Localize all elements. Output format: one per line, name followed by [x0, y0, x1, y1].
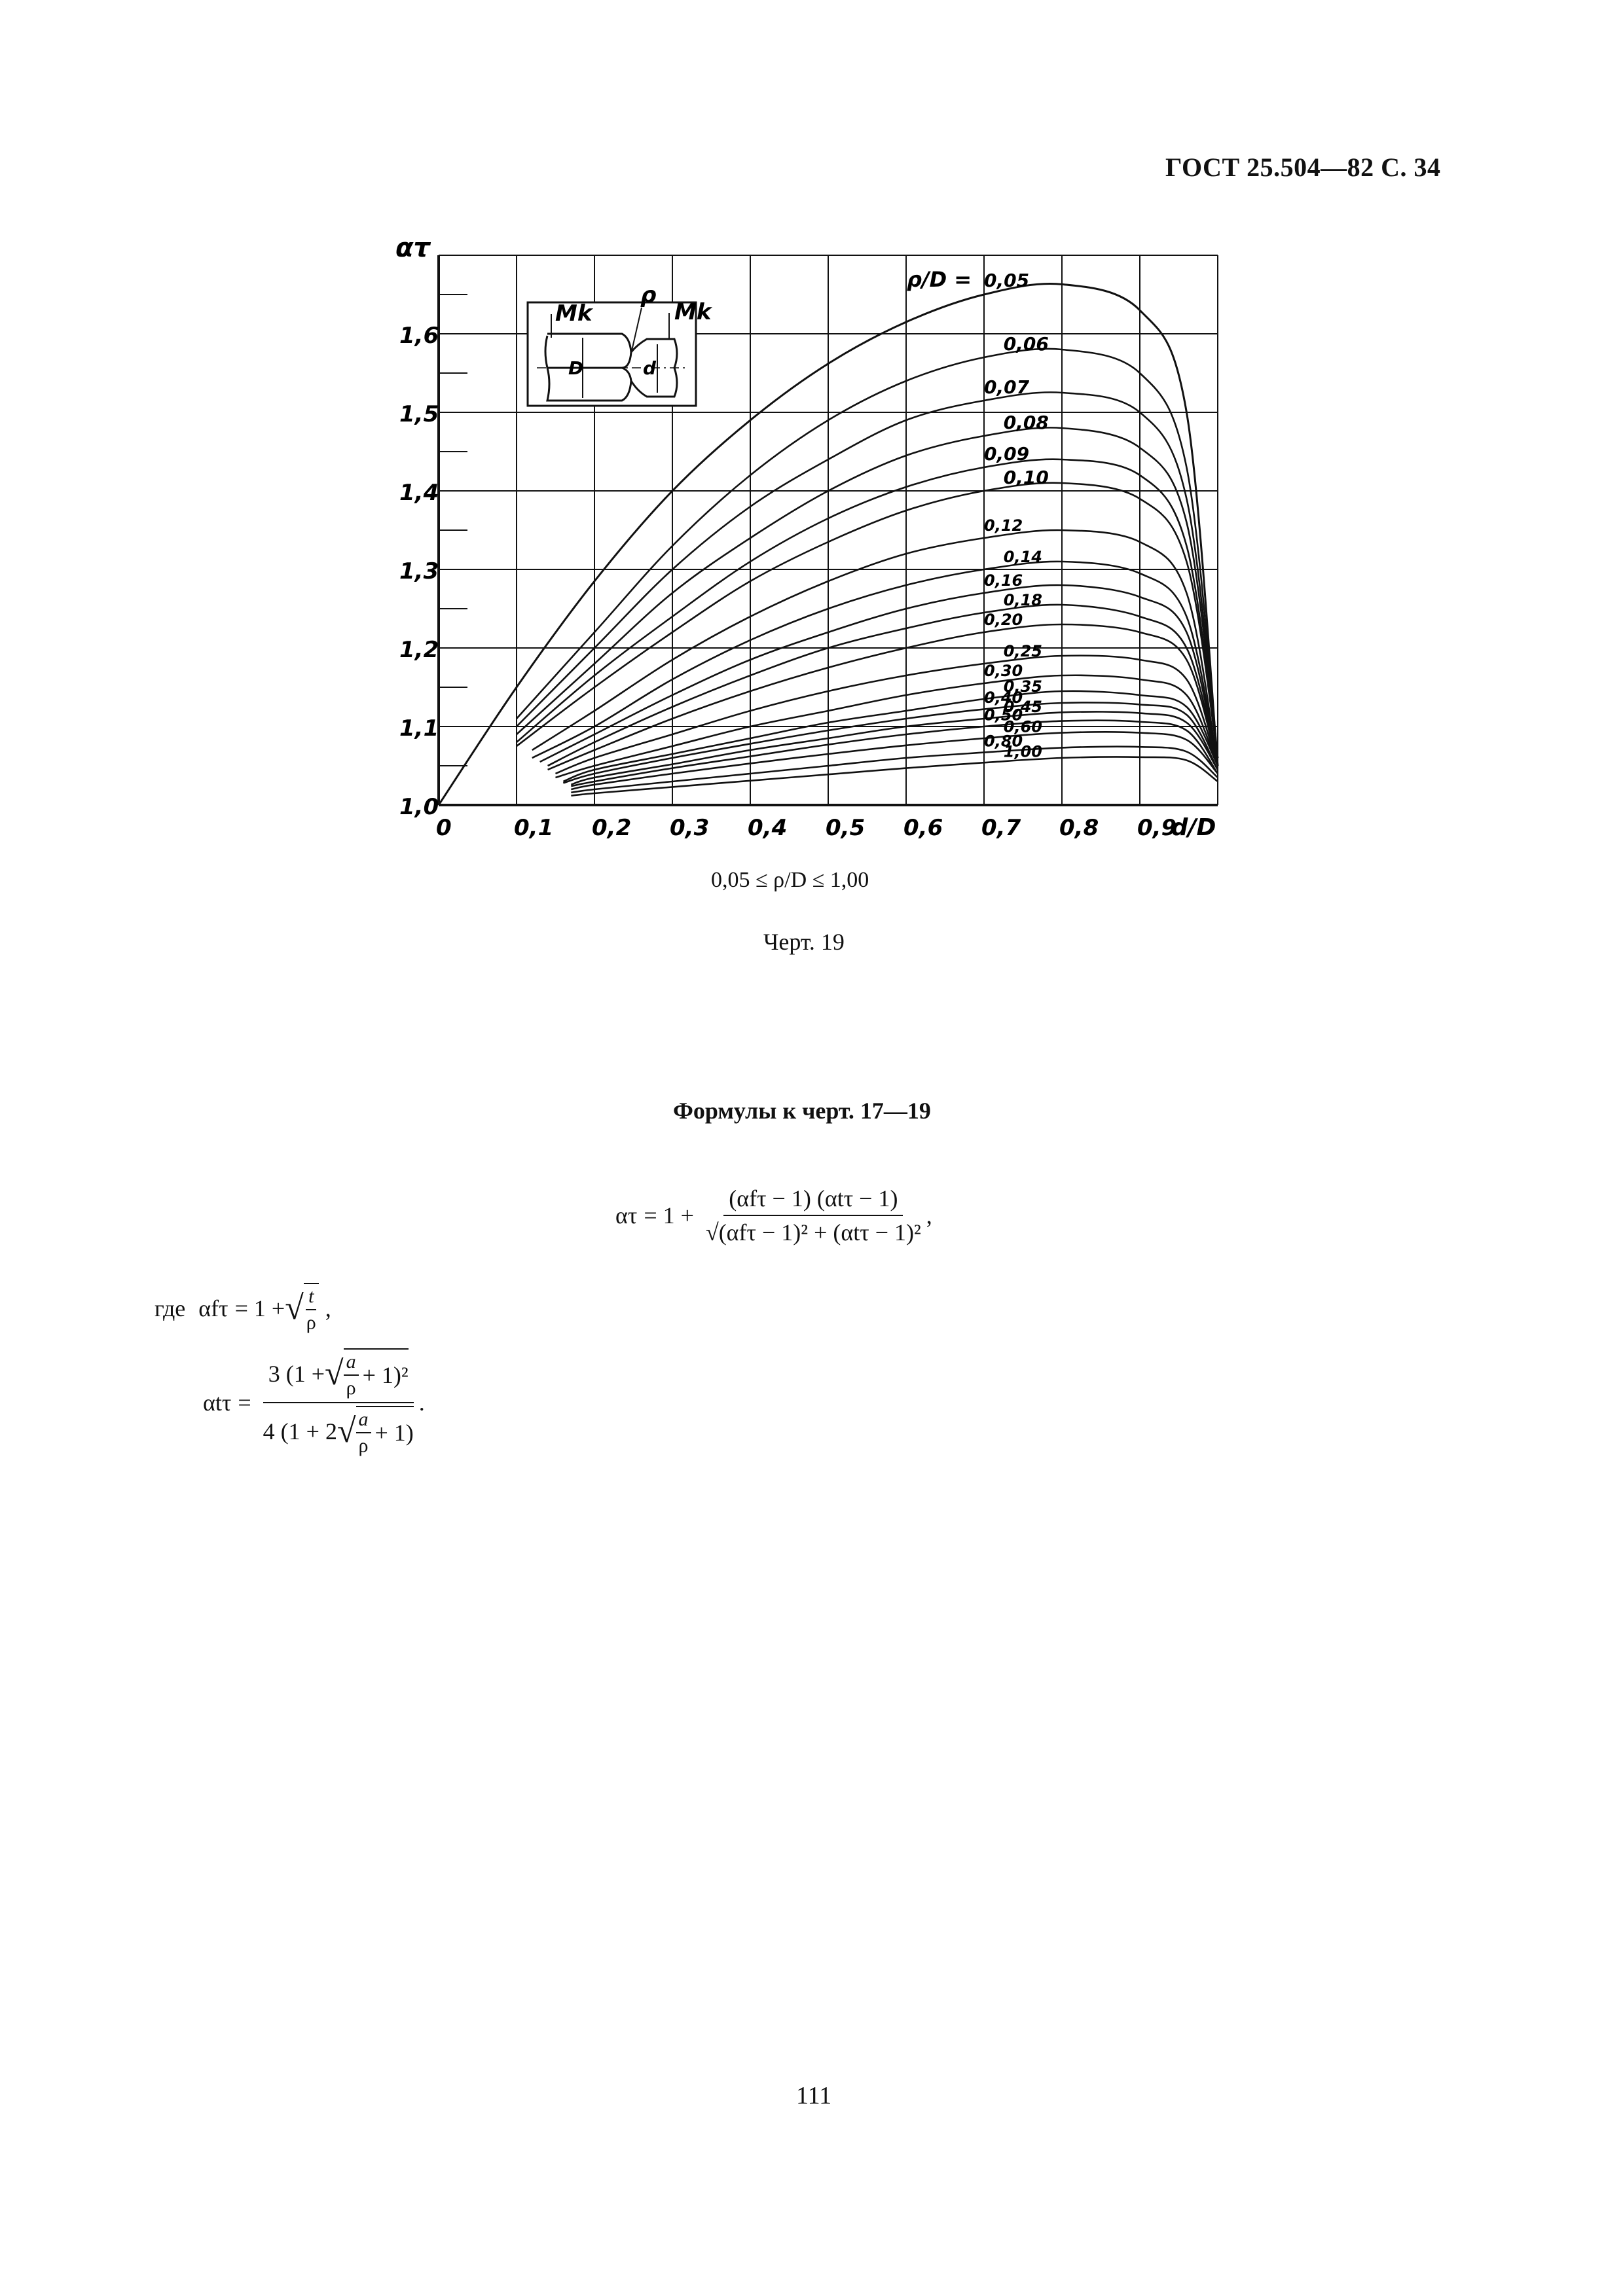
- series-label: 0,35: [1003, 677, 1042, 696]
- chart-range-caption: 0,05 ≤ ρ/D ≤ 1,00: [711, 868, 869, 892]
- series-line: [517, 349, 1218, 758]
- series-label: 0,40: [984, 688, 1023, 707]
- figure-caption: Черт. 19: [763, 929, 845, 955]
- series-label: 0,45: [1003, 698, 1042, 717]
- series-label: 0,05: [984, 269, 1030, 291]
- formula-where-lhs: αfτ: [198, 1295, 228, 1321]
- series-label: 0,30: [984, 662, 1023, 681]
- series-line: [517, 459, 1218, 758]
- x-tick-label: 0,3: [670, 815, 710, 841]
- series-label: 0,12: [984, 516, 1023, 535]
- series-label: 0,14: [1003, 548, 1042, 567]
- series-label: 0,08: [1003, 412, 1049, 434]
- series-line: [571, 757, 1218, 796]
- x-tick-label: 0,1: [514, 815, 554, 841]
- series-line: [571, 721, 1218, 786]
- formula-second-den-sqrt: [337, 1406, 414, 1457]
- formula-where-sqrt: [285, 1283, 319, 1334]
- chart-y-axis-title: ατ: [395, 233, 431, 263]
- formula-second-num-post: + 1)²: [362, 1362, 409, 1388]
- series-label: 0,60: [1003, 717, 1042, 736]
- formula-second-fraction: [258, 1348, 419, 1457]
- inset-label-mk-left: Mk: [555, 300, 593, 327]
- series-label: 0,07: [984, 376, 1030, 399]
- x-tick-label: 0,6: [903, 815, 943, 841]
- series-label: 1,00: [1003, 742, 1042, 761]
- chart-series-labels: [984, 270, 1049, 761]
- inset-label-d: d: [643, 357, 657, 379]
- formula-alpha-f-tau: [155, 1283, 331, 1334]
- x-tick-label: 0: [436, 815, 452, 841]
- formula-alpha-tau: [615, 1185, 932, 1246]
- formulas-title: Формулы к черт. 17—19: [673, 1098, 931, 1124]
- chart-stress-concentration: [367, 229, 1257, 857]
- series-label: 0,25: [1003, 642, 1042, 661]
- formula-main-denominator: √(αfτ − 1)² + (αtτ − 1)²: [705, 1219, 921, 1246]
- formula-alpha-t-tau: [203, 1348, 425, 1457]
- formula-second-num-sqrt-numerator: a: [344, 1351, 359, 1376]
- chart-inset-specimen: [528, 282, 713, 406]
- series-label: 0,06: [1003, 333, 1049, 355]
- formula-where-eq: = 1 +: [234, 1295, 285, 1321]
- page-number: 111: [796, 2082, 832, 2109]
- y-tick-label: 1,5: [399, 401, 439, 427]
- sqrt-icon: √: [285, 1289, 304, 1327]
- formula-second-lhs: αtτ: [203, 1390, 232, 1416]
- y-tick-label: 1,2: [399, 637, 439, 663]
- sqrt-icon: √: [325, 1355, 344, 1392]
- formula-second-tail: .: [418, 1390, 425, 1416]
- series-label: 0,50: [984, 706, 1023, 725]
- y-tick-label: 1,0: [399, 794, 439, 820]
- inset-label-D: D: [568, 357, 584, 379]
- formula-where-word: где: [155, 1295, 186, 1321]
- series-line: [517, 427, 1218, 758]
- series-label: 0,16: [984, 571, 1023, 590]
- formula-second-den-post: + 1): [374, 1420, 414, 1446]
- formula-second-num-sqrt-denominator: ρ: [346, 1377, 356, 1399]
- series-label: 0,18: [1003, 591, 1042, 610]
- series-label: 0,20: [984, 611, 1023, 630]
- sqrt-icon: √: [337, 1412, 356, 1450]
- x-tick-label: 0,9: [1137, 815, 1177, 841]
- y-tick-label: 1,4: [399, 480, 439, 506]
- inset-frame: [528, 302, 696, 406]
- y-tick-label: 1,1: [399, 715, 439, 742]
- inset-label-mk-right: Mk: [674, 299, 712, 325]
- formula-main-fraction: [701, 1185, 926, 1246]
- chart-legend-prefix: ρ/D =: [907, 266, 972, 292]
- formula-second-denominator: [258, 1403, 419, 1457]
- inset-label-rho: ρ: [640, 282, 657, 308]
- x-tick-label: 0,4: [748, 815, 788, 841]
- formula-main-numerator: (αfτ − 1) (αtτ − 1): [723, 1185, 903, 1216]
- formula-second-eq: =: [238, 1390, 251, 1416]
- formula-second-den-sqrt-denominator: ρ: [358, 1435, 369, 1456]
- formula-where-sqrt-denominator: ρ: [306, 1312, 316, 1333]
- x-tick-label: 0,7: [981, 815, 1021, 841]
- x-tick-label: 0,2: [592, 815, 632, 841]
- chart-x-axis-title: d/D: [1171, 814, 1216, 841]
- formula-second-numerator: [263, 1348, 414, 1403]
- formula-where-sqrt-numerator: t: [306, 1285, 316, 1310]
- series-line: [540, 585, 1218, 766]
- page-header: ГОСТ 25.504—82 С. 34: [1165, 152, 1441, 182]
- formula-where-tail: ,: [325, 1295, 331, 1321]
- series-line: [532, 562, 1218, 766]
- x-tick-label: 0,5: [826, 815, 866, 841]
- formula-second-den-pre: 4 (1 + 2: [263, 1418, 337, 1444]
- formula-main-eq: = 1 +: [644, 1202, 694, 1229]
- series-line: [571, 732, 1218, 789]
- formula-main-tail: ,: [926, 1202, 932, 1229]
- formula-main-lhs: ατ: [615, 1202, 638, 1229]
- formula-second-num-pre: 3 (1 +: [268, 1361, 325, 1387]
- series-label: 0,09: [984, 443, 1030, 465]
- x-tick-label: 0,8: [1059, 815, 1099, 841]
- y-tick-label: 1,3: [399, 558, 439, 584]
- series-label: 0,80: [984, 732, 1023, 751]
- formula-second-num-sqrt: [325, 1348, 409, 1399]
- formula-second-den-sqrt-numerator: a: [356, 1408, 371, 1433]
- series-line: [563, 702, 1218, 783]
- y-tick-label: 1,6: [399, 323, 439, 349]
- series-label: 0,10: [1003, 467, 1049, 489]
